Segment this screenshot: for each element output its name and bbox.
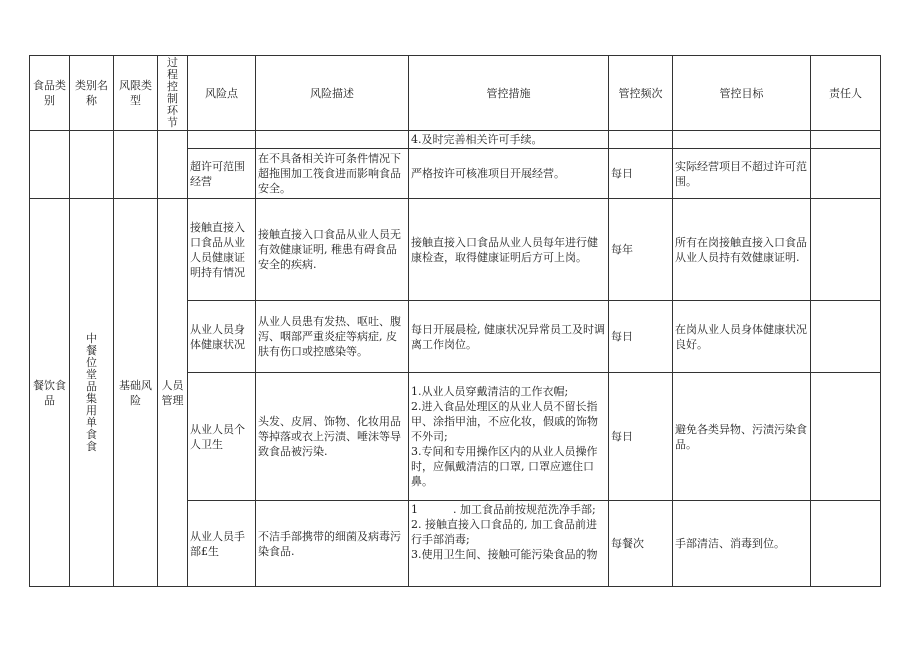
frequency-cell: 每日	[609, 149, 673, 199]
risk-desc-cell: 从业人员患有发热、呕吐、腹泻、咽部严重炎症等病症, 皮肤有伤口或控感染等。	[256, 301, 409, 373]
responsible-cell	[811, 199, 881, 301]
measure-item: 1.从业人员穿戴清洁的工作衣帽;	[411, 385, 569, 398]
measures-cell	[409, 501, 609, 587]
header-frequency: 管控频次	[609, 56, 673, 131]
target-cell: 手部清洁、消毒到位。	[673, 501, 811, 587]
measure-item: 3.专间和专用操作区内的从业人员操作时，应佩戴清洁的口罩, 口罩应遮住口鼻。	[411, 445, 598, 488]
process-step-cell: 人员管理	[158, 199, 188, 587]
measure-item: 4.及时完善相关许可手续。	[411, 133, 543, 146]
risk-control-table	[29, 55, 881, 587]
measures-cell: 接触直接入口食品从业人员每年进行健康检查，取得健康证明后方可上岗。	[409, 199, 609, 301]
target-cell: 在岗从业人员身体健康状况良好。	[673, 301, 811, 373]
frequency-cell: 每日	[609, 373, 673, 501]
frequency-cell: 每年	[609, 199, 673, 301]
measure-item: 2.进入食品处理区的从业人员不留长指甲、涂指甲油，不应化妆，假戚的饰物不外司;	[411, 400, 598, 443]
measures-cell	[409, 373, 609, 501]
risk-point-cell: 从业人员手部£生	[188, 501, 256, 587]
category-name-cell: 中餐位堂品集用单食食	[86, 331, 97, 453]
risk-control-table-sheet	[29, 55, 881, 587]
measure-item: 3.使用卫生间、接触可能污染食品的物	[411, 548, 598, 561]
target-cell: 实际经营项目不超过许可范围。	[673, 149, 811, 199]
risk-desc-cell: 头发、皮屑、饰物、化妆用品等掉落或衣上污渍、唾沫等导致食品被污染.	[256, 373, 409, 501]
risk-desc-cell	[256, 131, 409, 149]
measure-item: 2. 接触直接入口食品的, 加工食品前进行手部消毒;	[411, 518, 597, 546]
measures-cell: 每日开展晨检, 健康状况异常员工及时调离工作岗位。	[409, 301, 609, 373]
responsible-cell	[811, 301, 881, 373]
risk-point-cell: 从业人员身体健康状况	[188, 301, 256, 373]
risk-desc-cell: 在不具备相关许可条件情况下超拖围加工筏食进而影响食品安全。	[256, 149, 409, 199]
measures-cell	[409, 131, 609, 149]
responsible-cell	[811, 149, 881, 199]
risk-point-cell: 从业人员个人卫生	[188, 373, 256, 501]
responsible-cell	[811, 131, 881, 149]
food-category-cell-empty	[30, 131, 70, 199]
risk-desc-cell: 接触直接入口食品从业人员无有效健康证明, 稚患有碍食品安全的疾病.	[256, 199, 409, 301]
category-name-cell-empty	[70, 131, 114, 199]
header-risk-type: 风限类型	[114, 56, 158, 131]
header-process-step: 过程控制环节	[167, 56, 178, 129]
table-row	[30, 199, 881, 301]
header-row	[30, 56, 881, 131]
header-responsible: 责任人	[811, 56, 881, 131]
risk-type-cell-empty	[114, 131, 158, 199]
frequency-cell: 每餐次	[609, 501, 673, 587]
frequency-cell	[609, 131, 673, 149]
target-cell: 避免各类异物、污渍污染食品。	[673, 373, 811, 501]
header-category-name: 类别名称	[70, 56, 114, 131]
measures-cell: 严格按许可核准项目开展经营。	[409, 149, 609, 199]
target-cell: 所有在岗接触直接入口食品从业人员持有效健康证明.	[673, 199, 811, 301]
risk-point-cell: 接触直接入口食品从业人员健康证明持有情况	[188, 199, 256, 301]
header-target: 管控目标	[673, 56, 811, 131]
process-step-cell-empty	[158, 131, 188, 199]
responsible-cell	[811, 373, 881, 501]
target-cell	[673, 131, 811, 149]
header-risk-point: 风险点	[188, 56, 256, 131]
header-risk-desc: 风险描述	[256, 56, 409, 131]
risk-desc-cell: 不洁手部携带的细菌及病毒污染食品.	[256, 501, 409, 587]
header-measures: 管控措施	[409, 56, 609, 131]
risk-point-cell	[188, 131, 256, 149]
food-category-cell: 餐饮食品	[30, 199, 70, 587]
table-row	[30, 131, 881, 149]
frequency-cell: 每日	[609, 301, 673, 373]
risk-type-cell: 基础风险	[114, 199, 158, 587]
responsible-cell	[811, 501, 881, 587]
header-food-category: 食品类别	[30, 56, 70, 131]
measure-item: 1 . 加工食品前按规范洗净手部;	[411, 503, 596, 516]
risk-point-cell: 超许可范围经营	[188, 149, 256, 199]
